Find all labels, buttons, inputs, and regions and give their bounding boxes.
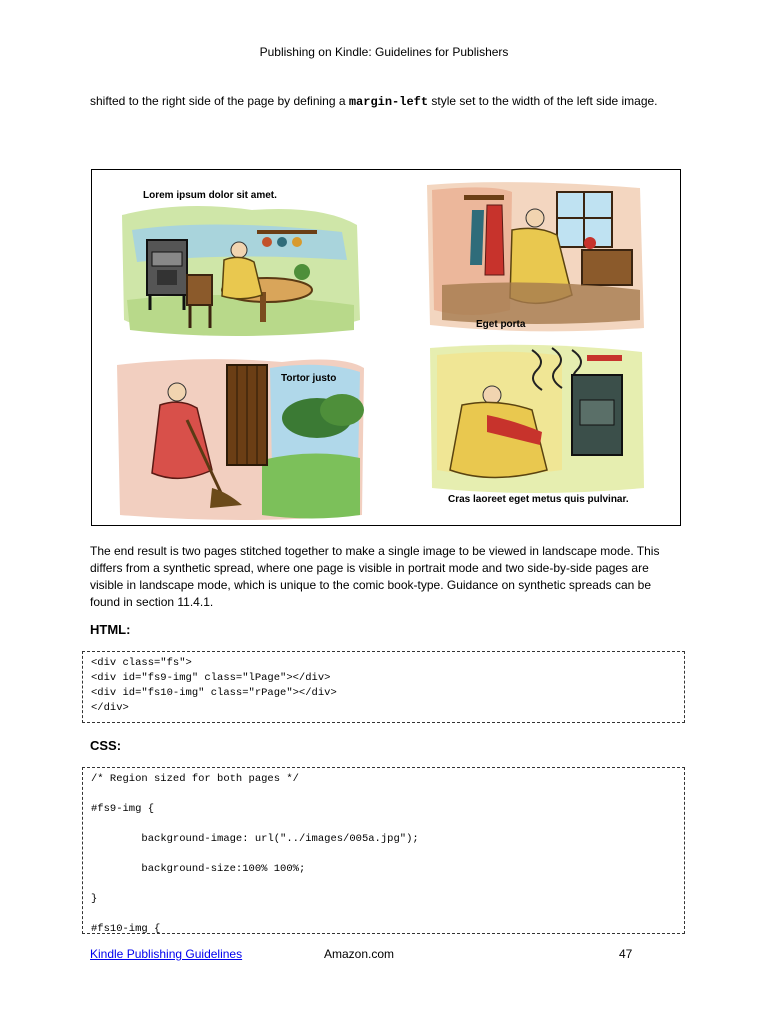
css-heading: CSS: <box>90 738 122 753</box>
illustration-figure <box>91 169 681 526</box>
intro-code: margin-left <box>348 95 429 109</box>
panel-window-scene <box>427 182 644 331</box>
footer-guidelines-link[interactable]: Kindle Publishing Guidelines <box>90 947 243 961</box>
running-header: Publishing on Kindle: Guidelines for Publishers <box>259 45 509 59</box>
caption-top-left: Lorem ipsum dolor sit amet. <box>143 190 277 201</box>
html-code-block: <div class="fs"> <div id="fs9-img" class="lPage"></div> <div id="fs10-img" class="rPage"></div> </div> <box>82 651 685 723</box>
caption-bottom-left: Tortor justo <box>281 373 337 384</box>
panel-stove-scene <box>430 345 644 505</box>
panel-sweeping-scene <box>117 359 364 520</box>
intro-paragraph <box>90 93 680 111</box>
body-paragraph: The end result is two pages stitched together to make a single image to be viewed in landscape mode. This differs from a synthetic spread, where one page is visible in portrait mode and two side-by-side pages are visible in landscape mode, which is unique to the comic book-type. Guidance on synthetic spreads can be found in section 11.4.1. <box>90 544 660 609</box>
panel-kitchen-table <box>122 190 360 336</box>
caption-top-right: Eget porta <box>476 319 526 330</box>
intro-text-before: shifted to the right side of the page by defining a <box>90 94 349 108</box>
footer-amazon-text: Amazon.com <box>324 947 395 961</box>
css-code-block: /* Region sized for both pages */ #fs9-img { background-image: url("../images/005a.jpg"); background-size:100% 100%; } #fs10-img { <box>82 767 685 934</box>
caption-bottom-right: Cras laoreet eget metus quis pulvinar. <box>448 494 629 505</box>
html-heading: HTML: <box>90 622 131 637</box>
intro-text-after: style set to the width of the left side image. <box>428 94 658 108</box>
illustration-panels <box>92 170 680 525</box>
page-number: 47 <box>619 947 633 961</box>
